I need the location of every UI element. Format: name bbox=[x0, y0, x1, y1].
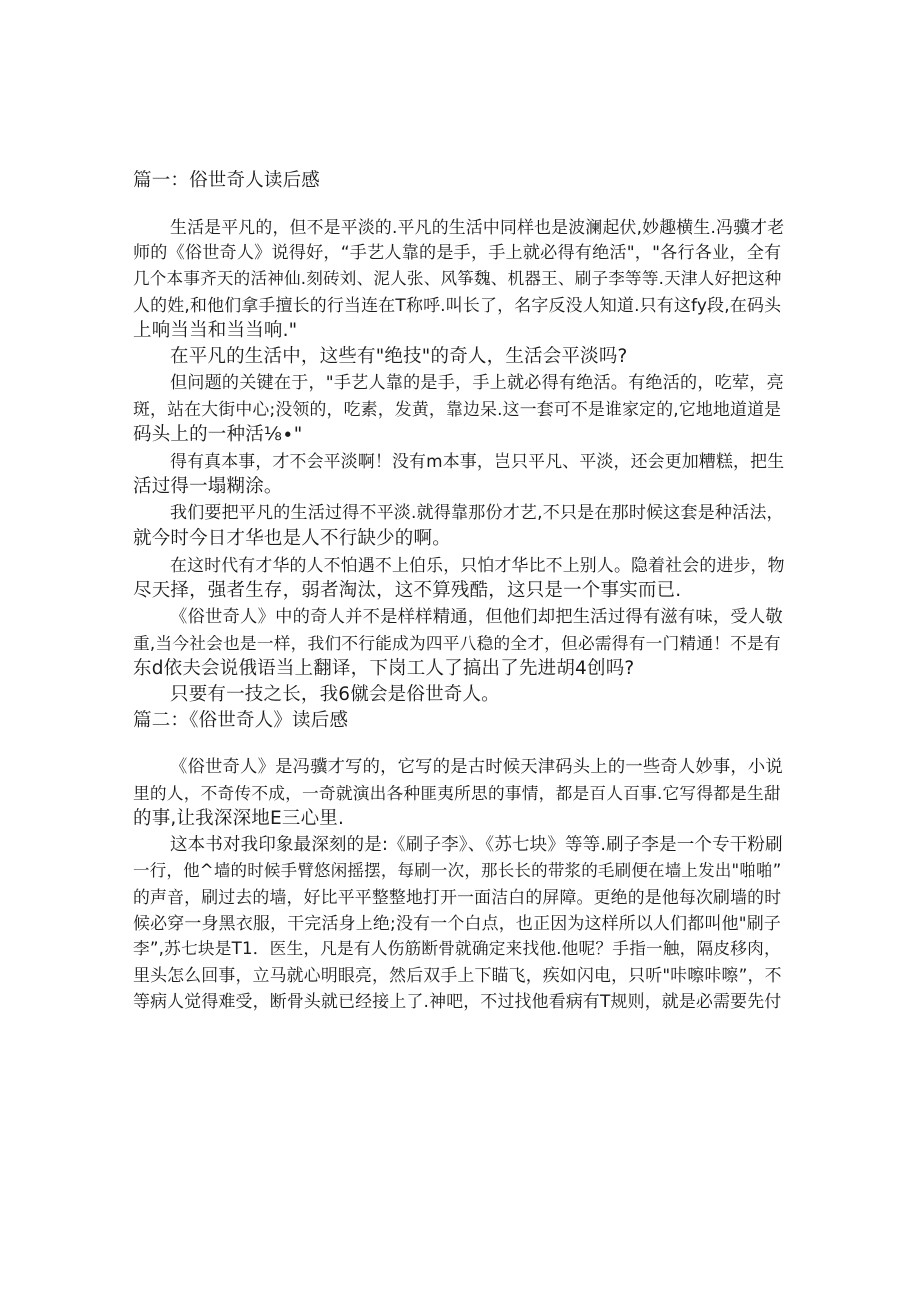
paragraph bbox=[133, 344, 781, 370]
paragraph bbox=[133, 832, 781, 1014]
text-line: 一行，他^墙的时候手臂悠闲摇摆，每刷一次，那长长的带浆的毛刷便在墙上发出"啪啪” bbox=[133, 861, 782, 880]
paragraph bbox=[133, 500, 784, 552]
article-2-body bbox=[133, 754, 781, 1014]
paragraph bbox=[133, 552, 785, 604]
article-1-title: 篇一：俗世奇人读后感 bbox=[133, 170, 321, 191]
paragraph bbox=[133, 370, 784, 448]
paragraph bbox=[133, 682, 781, 708]
paragraph bbox=[133, 214, 785, 344]
text-line: 李”,苏七块是T1．医生，凡是有人伤筋断骨就确定来找他.他呢？手指一触，隔皮移肉， bbox=[133, 939, 781, 958]
text-line: 等病人觉得难受，断骨头就已经接上了.神吧，不过找他看病有T规则，就是必需要先付 bbox=[133, 991, 782, 1011]
text-line: 得有真本事，才不会平淡啊！没有m本事，岂只平凡、平淡，还会更加糟糕，把生 bbox=[170, 451, 785, 471]
text-line: 师的《俗世奇人》说得好，“手艺人靠的是手，手上就必得有绝活"，"各行各业，全有 bbox=[133, 243, 782, 263]
text-line: 《俗世奇人》是冯骥才写的，它写的是古时候天津码头上的一些奇人妙事，小说 bbox=[170, 757, 783, 777]
text-line: 里头怎么回事，立马就心明眼亮，然后双手上下瞄飞，疾如闪电，只听"咔嚓咔嚓”，不 bbox=[133, 965, 782, 985]
article-2-title: 篇二：《俗世奇人》读后感 bbox=[133, 710, 349, 731]
text-line: 里的人，不奇传不成，一奇就演出各种匪夷所思的事情，都是百人百事.它写得都是生甜 bbox=[133, 783, 781, 803]
text-line: 只要有一技之长，我6僦会是俗世奇人。 bbox=[170, 684, 500, 705]
paragraph bbox=[133, 448, 785, 500]
text-line: 斑，站在大街中心;没领的，吃素，发黄，靠边呆.这一套可不是谁家定的,它地地道道是 bbox=[133, 399, 782, 419]
text-line: 上响当当和当当响." bbox=[133, 320, 298, 341]
text-line: 这本书对我印象最深刻的是:《刷子李》、《苏七块》等等.刷子李是一个专干粉刷 bbox=[170, 835, 783, 855]
text-line: 生活是平凡的，但不是平淡的.平凡的生活中同样也是波澜起伏,妙趣横生.冯骥才老 bbox=[170, 217, 785, 237]
text-line: 的事,让我深深地E三心里. bbox=[133, 808, 345, 829]
article-1-body bbox=[133, 214, 785, 708]
text-line: 但问题的关键在于，"手艺人靠的是手，手上就必得有绝活。有绝活的，吃荤，亮 bbox=[170, 373, 784, 393]
text-line: 重,当今社会也是一样，我们不行能成为四平八稳的全才，但必需得有一门精通！不是有 bbox=[133, 633, 781, 653]
text-line: 在平凡的生活中，这些有"绝技"的奇人，生活会平淡吗? bbox=[170, 346, 628, 367]
paragraph bbox=[133, 604, 781, 682]
text-line: 人的姓,和他们拿手擅长的行当连在T称呼.叫长了，名字反没人知道.只有这fy段,在码头 bbox=[133, 295, 782, 315]
text-line: 就今时今日才华也是人不行缺少的啊。 bbox=[133, 528, 451, 549]
text-line: 候必穿一身黑衣服，干完活身上绝;没有一个白点，也正因为这样所以人们都叫他"刷子 bbox=[133, 913, 781, 933]
document-body bbox=[133, 168, 785, 1014]
text-line: 活过得一塌糊涂。 bbox=[133, 476, 283, 497]
text-line: 尽天择，强者生存，弱者淘汰，这不算残酷，这只是一个事实而已. bbox=[133, 580, 682, 601]
text-line: 的声音，刷过去的墙，好比平平整整地打开一面洁白的屏障。更绝的是他每次刷墙的时 bbox=[133, 887, 782, 907]
text-line: 《俗世奇人》中的奇人并不是样样精通，但他们却把生活过得有滋有味，受人敬 bbox=[170, 607, 783, 627]
paragraph bbox=[133, 754, 781, 832]
text-line: 几个本事齐天的活神仙.刻砖刘、泥人张、风筝魏、机器王、刷子李等等.天津人好把这种 bbox=[133, 269, 782, 288]
text-line: 码头上的一种活⅛∙" bbox=[133, 424, 303, 445]
text-line: 我们要把平凡的生活过得不平淡.就得靠那份才艺,不只是在那时候这套是种活法， bbox=[170, 503, 784, 523]
text-line: 东d依夫会说俄语当上翻译，下岗工人了搞出了先进胡4创吗? bbox=[133, 658, 635, 679]
text-line: 在这时代有才华的人不怕遇不上伯乐，只怕才华比不上别人。隐着社会的进步，物 bbox=[170, 555, 785, 575]
